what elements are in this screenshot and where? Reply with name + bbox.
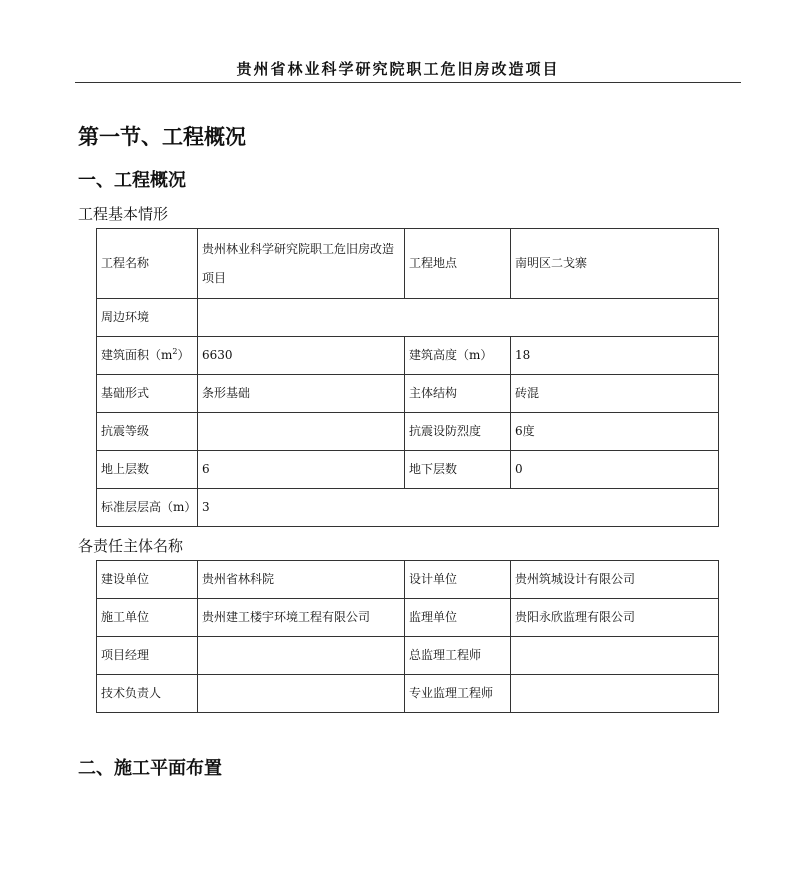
parties-caption: 各责任主体名称 — [78, 537, 184, 555]
table-row — [97, 599, 719, 637]
header-rule — [75, 82, 741, 83]
designer-value: 贵州筑城设计有限公司 — [511, 561, 719, 599]
foundation-label: 基础形式 — [97, 375, 198, 413]
table-row — [97, 337, 719, 375]
height-value: 18 — [511, 337, 719, 375]
contractor-label: 施工单位 — [97, 599, 198, 637]
seismic-grade-value — [198, 413, 405, 451]
pm-label: 项目经理 — [97, 637, 198, 675]
basic-info-caption: 工程基本情形 — [78, 205, 169, 223]
area-label — [97, 337, 198, 375]
structure-value: 砖混 — [511, 375, 719, 413]
area-label-text: 建筑面积（m — [101, 348, 173, 363]
supervisor-label: 监理单位 — [405, 599, 511, 637]
table-row — [97, 637, 719, 675]
supervisor-value: 贵阳永欣监理有限公司 — [511, 599, 719, 637]
std-floor-height-value: 3 — [198, 489, 719, 527]
table-row — [97, 489, 719, 527]
surround-label: 周边环境 — [97, 299, 198, 337]
builder-value: 贵州省林科院 — [198, 561, 405, 599]
contractor-value: 贵州建工楼宇环境工程有限公司 — [198, 599, 405, 637]
builder-label: 建设单位 — [97, 561, 198, 599]
seismic-intensity-value: 6度 — [511, 413, 719, 451]
seismic-grade-label: 抗震等级 — [97, 413, 198, 451]
table-row — [97, 675, 719, 713]
subsection-title-layout: 二、施工平面布置 — [78, 758, 222, 779]
chief-supervisor-value — [511, 637, 719, 675]
structure-label: 主体结构 — [405, 375, 511, 413]
seismic-intensity-label: 抗震设防烈度 — [405, 413, 511, 451]
table-row — [97, 561, 719, 599]
pm-value — [198, 637, 405, 675]
tech-lead-label: 技术负责人 — [97, 675, 198, 713]
std-floor-height-label: 标准层层高（m） — [97, 489, 198, 527]
header-title: 贵州省林业科学研究院职工危旧房改造项目 — [236, 60, 560, 78]
foundation-value: 条形基础 — [198, 375, 405, 413]
site-value: 南明区二戈寨 — [511, 229, 719, 299]
floors-above-value: 6 — [198, 451, 405, 489]
table-row — [97, 451, 719, 489]
parties-table — [96, 560, 719, 713]
section-title: 第一节、工程概况 — [78, 125, 246, 149]
project-name-value — [198, 229, 405, 299]
table-row — [97, 375, 719, 413]
table-row — [97, 413, 719, 451]
specialist-supervisor-label: 专业监理工程师 — [405, 675, 511, 713]
project-name-line2: 项目 — [202, 270, 227, 285]
table-row — [97, 229, 719, 299]
floors-above-label: 地上层数 — [97, 451, 198, 489]
chief-supervisor-label: 总监理工程师 — [405, 637, 511, 675]
height-label: 建筑高度（m） — [405, 337, 511, 375]
area-unit-sup: 2 — [172, 347, 178, 357]
project-name-line1: 贵州林业科学研究院职工危旧房改造 — [202, 241, 395, 256]
specialist-supervisor-value — [511, 675, 719, 713]
site-label: 工程地点 — [405, 229, 511, 299]
project-name-label: 工程名称 — [97, 229, 198, 299]
floors-below-label: 地下层数 — [405, 451, 511, 489]
designer-label: 设计单位 — [405, 561, 511, 599]
table-row — [97, 299, 719, 337]
floors-below-value: 0 — [511, 451, 719, 489]
subsection-title-overview: 一、工程概况 — [78, 170, 186, 191]
area-value: 6630 — [198, 337, 405, 375]
basic-info-table — [96, 228, 719, 527]
area-label-end: ） — [177, 348, 190, 363]
surround-value — [198, 299, 719, 337]
tech-lead-value — [198, 675, 405, 713]
